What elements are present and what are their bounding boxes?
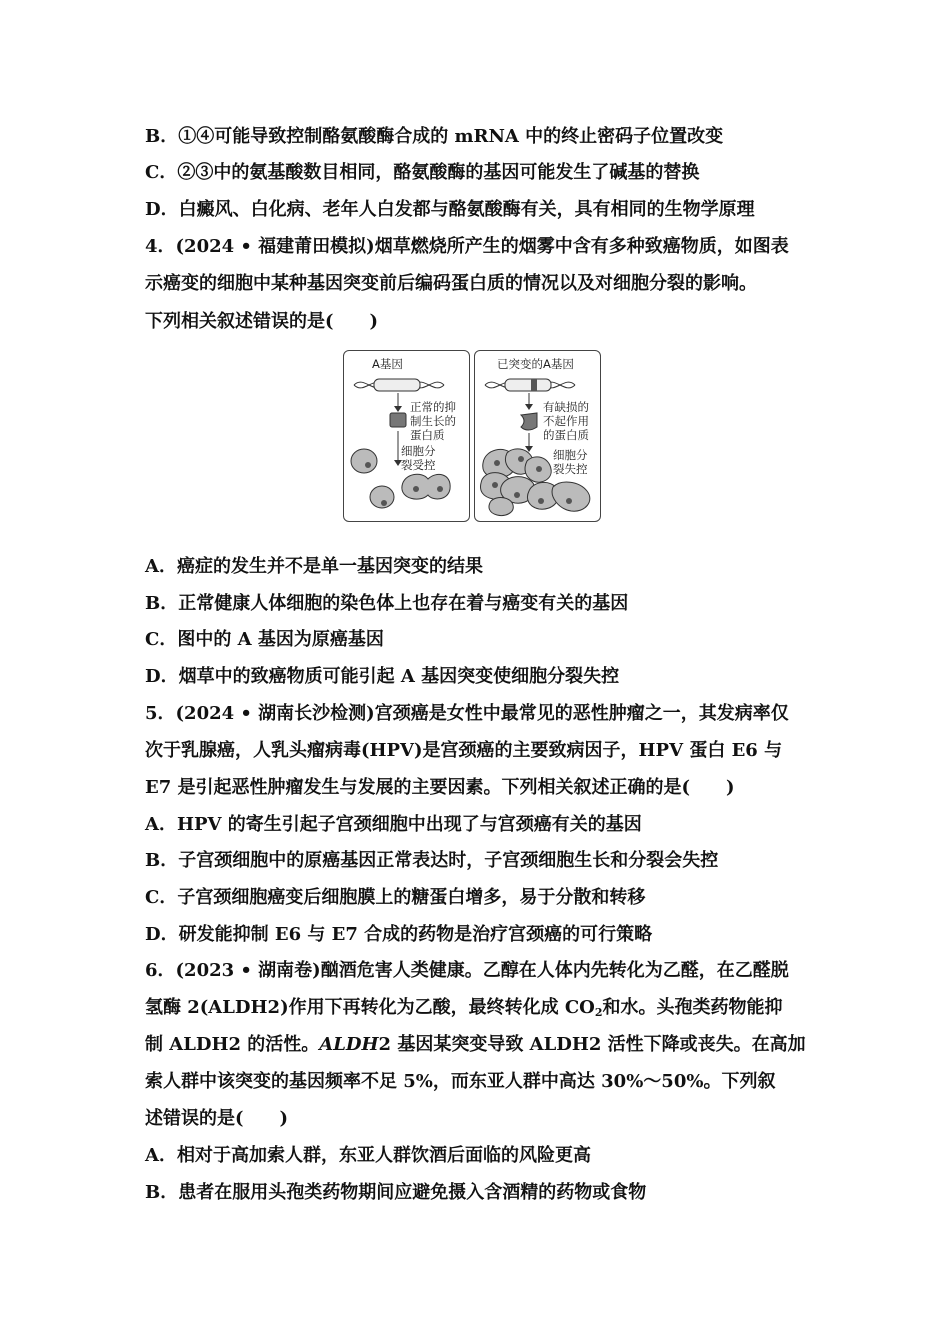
- q4-stem-text-1: 烟草燃烧所产生的烟雾中含有多种致癌物质，如图表: [374, 236, 789, 257]
- mutated-gene-a-segment: [505, 379, 551, 391]
- q6-source: (2023 • 湖南卷): [175, 960, 321, 981]
- q3-option-b: B．①④可能导致控制酪氨酸酶合成的 mRNA 中的终止密码子位置改变: [145, 126, 724, 147]
- q3-option-d: D．白癜风、白化病、老年人白发都与酪氨酸酶有关，具有相同的生物学原理: [145, 199, 755, 220]
- q6-option-b: B．患者在服用头孢类药物期间应避免摄入含酒精的药物或食物: [145, 1182, 647, 1203]
- figure-normal-drawing: [344, 351, 469, 521]
- mutation-site: [531, 379, 537, 391]
- left-division-label-2: 裂受控: [401, 458, 436, 472]
- q5-option-c: C．子宫颈细胞癌变后细胞膜上的糖蛋白增多，易于分散和转移: [145, 887, 646, 908]
- right-protein-label-1: 有缺损的: [543, 400, 589, 414]
- q5-stem-line-1: [145, 701, 789, 727]
- q6-stem-line-1: [145, 958, 789, 984]
- q6-stem-text-2a: 氢酶 2(ALDH2)作用下再转化为乙酸，最终转化成 CO: [145, 997, 595, 1018]
- q4-option-a: A．癌症的发生并不是单一基因突变的结果: [145, 556, 483, 577]
- q4-option-b: B．正常健康人体细胞的染色体上也存在着与癌变有关的基因: [145, 593, 629, 614]
- q4-number: 4．: [145, 236, 176, 257]
- normal-cell-1: [351, 449, 377, 473]
- q6-co2-subscript: 2: [594, 1006, 603, 1019]
- q6-stem-line-4: 索人群中该突变的基因频率不足 5%，而东亚人群中高达 30%～50%。下列叙: [145, 1071, 776, 1092]
- right-protein-label-2: 不起作用: [543, 414, 589, 428]
- q5-stem-line-3: E7 是引起恶性肿瘤发生与发展的主要因素。下列相关叙述正确的是( ): [145, 777, 735, 798]
- q3-option-c: C．②③中的氨基酸数目相同，酪氨酸酶的基因可能发生了碱基的替换: [145, 162, 700, 183]
- q6-stem-text-3a: 制 ALDH2 的活性。: [145, 1034, 320, 1055]
- q6-stem-text-1: 酗酒危害人类健康。乙醇在人体内先转化为乙醛，在乙醛脱: [320, 960, 789, 981]
- left-protein-label-1: 正常的抑: [410, 400, 456, 414]
- gene-mutation-figure: [343, 350, 609, 522]
- right-division-label-1: 细胞分: [553, 448, 588, 462]
- q6-option-a: A．相对于高加索人群，东亚人群饮酒后面临的风险更高: [145, 1145, 591, 1166]
- right-panel-title: 已突变的A基因: [497, 357, 574, 371]
- normal-protein: [390, 413, 406, 427]
- gene-a-segment: [374, 379, 420, 391]
- q4-stem-line-2: 示癌变的细胞中某种基因突变前后编码蛋白质的情况以及对细胞分裂的影响。: [145, 273, 757, 294]
- left-panel-title: A基因: [372, 357, 403, 371]
- figure-panel-mutated: [474, 350, 601, 522]
- q6-stem-line-5: 述错误的是( ): [145, 1108, 289, 1129]
- q5-option-a: A．HPV 的寄生引起子宫颈细胞中出现了与宫颈癌有关的基因: [145, 814, 642, 835]
- q4-stem-line-3: 下列相关叙述错误的是( ): [145, 311, 379, 332]
- q6-stem-text-3b: 2 基因某突变导致 ALDH2 活性下降或丧失。在高加: [378, 1034, 806, 1055]
- q4-option-c: C．图中的 A 基因为原癌基因: [145, 629, 384, 650]
- left-protein-label-3: 蛋白质: [410, 428, 445, 442]
- q5-option-b: B．子宫颈细胞中的原癌基因正常表达时，子宫颈细胞生长和分裂会失控: [145, 850, 719, 871]
- q5-stem-text-1: 宫颈癌是女性中最常见的恶性肿瘤之一，其发病率仅: [374, 703, 789, 724]
- q5-number: 5．: [145, 703, 176, 724]
- right-division-label-2: 裂失控: [553, 462, 588, 476]
- q4-option-d: D．烟草中的致癌物质可能引起 A 基因突变使细胞分裂失控: [145, 666, 620, 687]
- q6-gene-name-italic: ALDH: [319, 1034, 379, 1055]
- q6-stem-line-3: [145, 1032, 806, 1058]
- left-protein-label-2: 制生长的: [410, 414, 456, 428]
- defective-protein: [521, 413, 537, 430]
- right-protein-label-3: 的蛋白质: [543, 428, 589, 442]
- normal-cell-dividing: [402, 474, 450, 499]
- q4-stem-line-1: [145, 234, 789, 260]
- left-division-label-1: 细胞分: [401, 444, 436, 458]
- figure-panel-normal: [343, 350, 470, 522]
- figure-mutated-drawing: [475, 351, 600, 521]
- q6-number: 6．: [145, 960, 176, 981]
- q4-source: (2024 • 福建莆田模拟): [175, 236, 375, 257]
- q6-stem-line-2: [145, 995, 783, 1026]
- q5-source: (2024 • 湖南长沙检测): [175, 703, 375, 724]
- q6-stem-text-2b: 和水。头孢类药物能抑: [602, 997, 783, 1018]
- q5-stem-line-2: 次于乳腺癌，人乳头瘤病毒(HPV)是宫颈癌的主要致病因子，HPV 蛋白 E6 与: [145, 740, 783, 761]
- q5-option-d: D．研发能抑制 E6 与 E7 合成的药物是治疗宫颈癌的可行策略: [145, 924, 653, 945]
